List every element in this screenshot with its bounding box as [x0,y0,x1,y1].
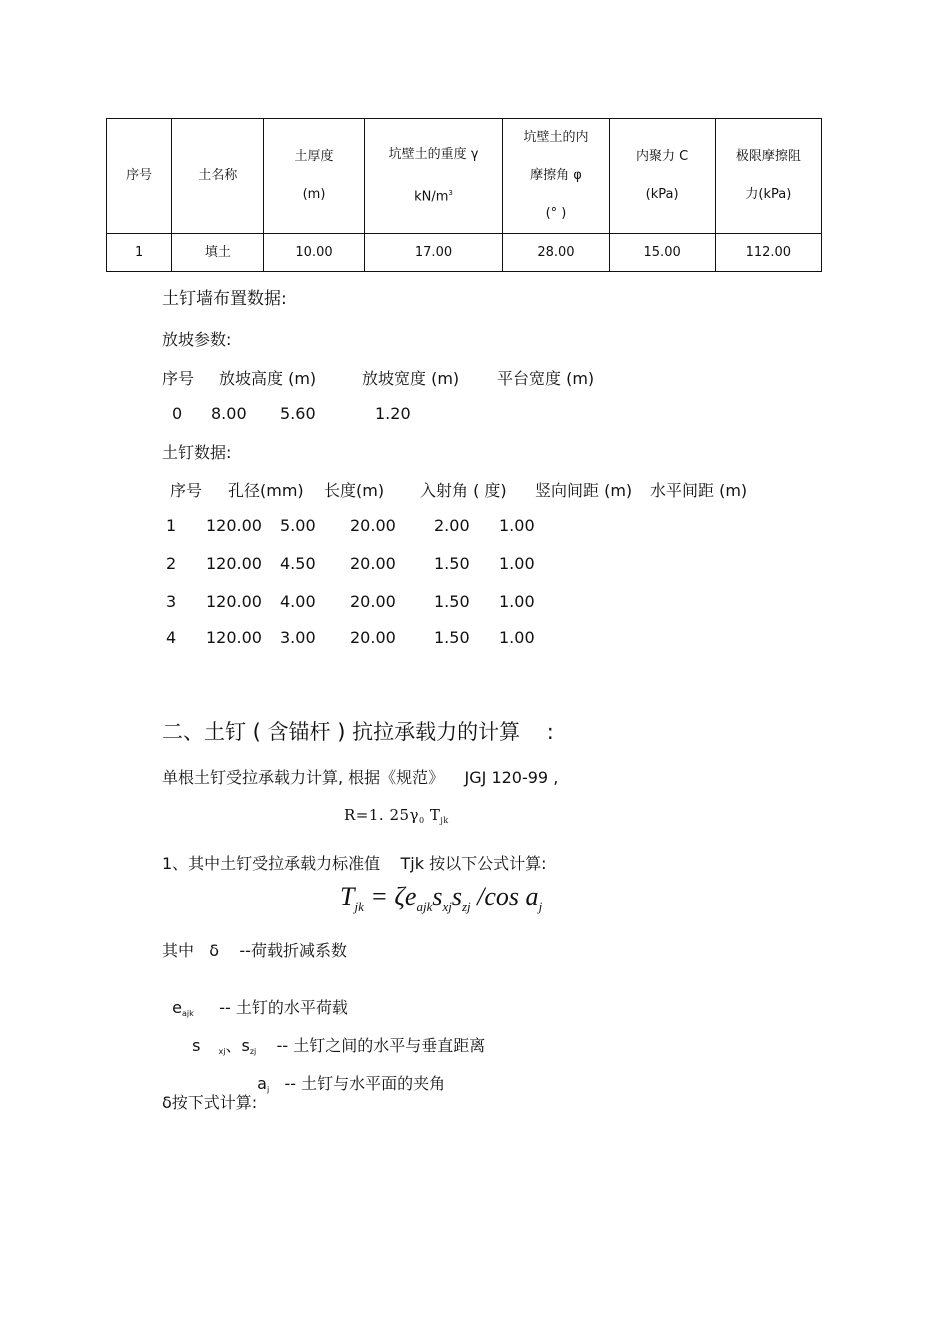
header-cell: 土名称 [172,119,264,234]
nail-header-cell: 入射角 ( 度) [420,481,507,500]
slope-params-label: 放坡参数: [162,330,232,349]
slope-cell: 0 [172,404,183,423]
nail-header-cell: 水平间距 (m) [650,481,748,500]
nail-cell: 5.00 [280,516,316,535]
section-heading: 二、土钉 ( 含锚杆 ) 抗拉承载力的计算 : [162,720,554,744]
table-cell: 112.00 [715,234,821,272]
nail-cell: 120.00 [206,554,262,573]
slope-header-cell: 序号 [162,369,195,388]
definition-s: s $_{xj}$、$s_{zj}$ -- 土钉之间的水平与垂直距离 [192,1036,486,1056]
nail-header-cell: 竖向间距 (m) [535,481,633,500]
nail-cell: 4 [166,628,177,647]
nail-cell: 1 [166,516,177,535]
nail-header-cell: 孔径(mm) [228,481,304,500]
nail-cell: 3 [166,592,177,611]
table-cell: 10.00 [264,234,364,272]
slope-header-cell: 放坡宽度 (m) [362,369,460,388]
table-cell: 28.00 [503,234,609,272]
nail-cell: 4.50 [280,554,316,573]
nail-cell: 2.00 [434,516,470,535]
nail-cell: 2 [166,554,177,573]
soil-parameters-table [106,118,822,272]
header-cell: 坑壁土的重度 γ $kN/m^3$ [364,119,503,234]
header-cell: 序号 [107,119,172,234]
delta-calc-line: δ按下式计算: [162,1093,258,1112]
slope-header-cell: 放坡高度 (m) [219,369,317,388]
nail-cell: 1.00 [499,516,535,535]
nail-cell: 120.00 [206,592,262,611]
nail-cell: 1.50 [434,554,470,573]
table-cell: 填土 [172,234,264,272]
nail-cell: 120.00 [206,628,262,647]
definition-a: $a_j$ -- 土钉与水平面的夹角 [257,1074,446,1094]
nail-cell: 20.00 [350,516,396,535]
nail-cell: 1.50 [434,592,470,611]
formula-r: R=1. $25\gamma_0$ $T_{jk}$ [344,806,449,825]
spec-reference-line: 单根土钉受拉承载力计算, 根据《规范》 JGJ 120-99 , [162,768,559,787]
nail-cell: 1.00 [499,628,535,647]
slope-cell: 8.00 [211,404,247,423]
header-cell: 内聚力 C (kPa) [609,119,715,234]
nail-cell: 3.00 [280,628,316,647]
table-cell: 17.00 [364,234,503,272]
nail-header-cell: 序号 [170,481,203,500]
slope-cell: 5.60 [280,404,316,423]
header-cell: 极限摩擦阻 力(kPa) [715,119,821,234]
nail-cell: 20.00 [350,554,396,573]
slope-header-cell: 平台宽度 (m) [497,369,595,388]
definition-delta: 其中 δ --荷载折减系数 [162,941,347,960]
nail-cell: 1.00 [499,554,535,573]
table-header-row [107,119,822,234]
nail-header-cell: 长度(m) [324,481,385,500]
tjk-intro-line: 1、其中土钉受拉承载力标准值 Tjk 按以下公式计算: [162,854,547,873]
nail-cell: 4.00 [280,592,316,611]
nail-cell: 1.00 [499,592,535,611]
nail-cell: 20.00 [350,628,396,647]
table-row [107,234,822,272]
header-cell: 土厚度 (m) [264,119,364,234]
definition-e: $e_{ajk}$ -- 土钉的水平荷载 [172,998,348,1018]
header-cell: 坑壁土的内 摩擦角 φ (° ) [503,119,609,234]
nail-cell: 1.50 [434,628,470,647]
table-cell: 1 [107,234,172,272]
nail-cell: 20.00 [350,592,396,611]
slope-cell: 1.20 [375,404,411,423]
table-cell: 15.00 [609,234,715,272]
nail-wall-title: 土钉墙布置数据: [162,289,287,309]
nail-cell: 120.00 [206,516,262,535]
formula-tjk: $T_{jk} = \zeta e_{ajk}s_{xj}s_{zj}$ /cos $a_j$ [340,882,543,914]
nail-data-label: 土钉数据: [162,443,232,462]
